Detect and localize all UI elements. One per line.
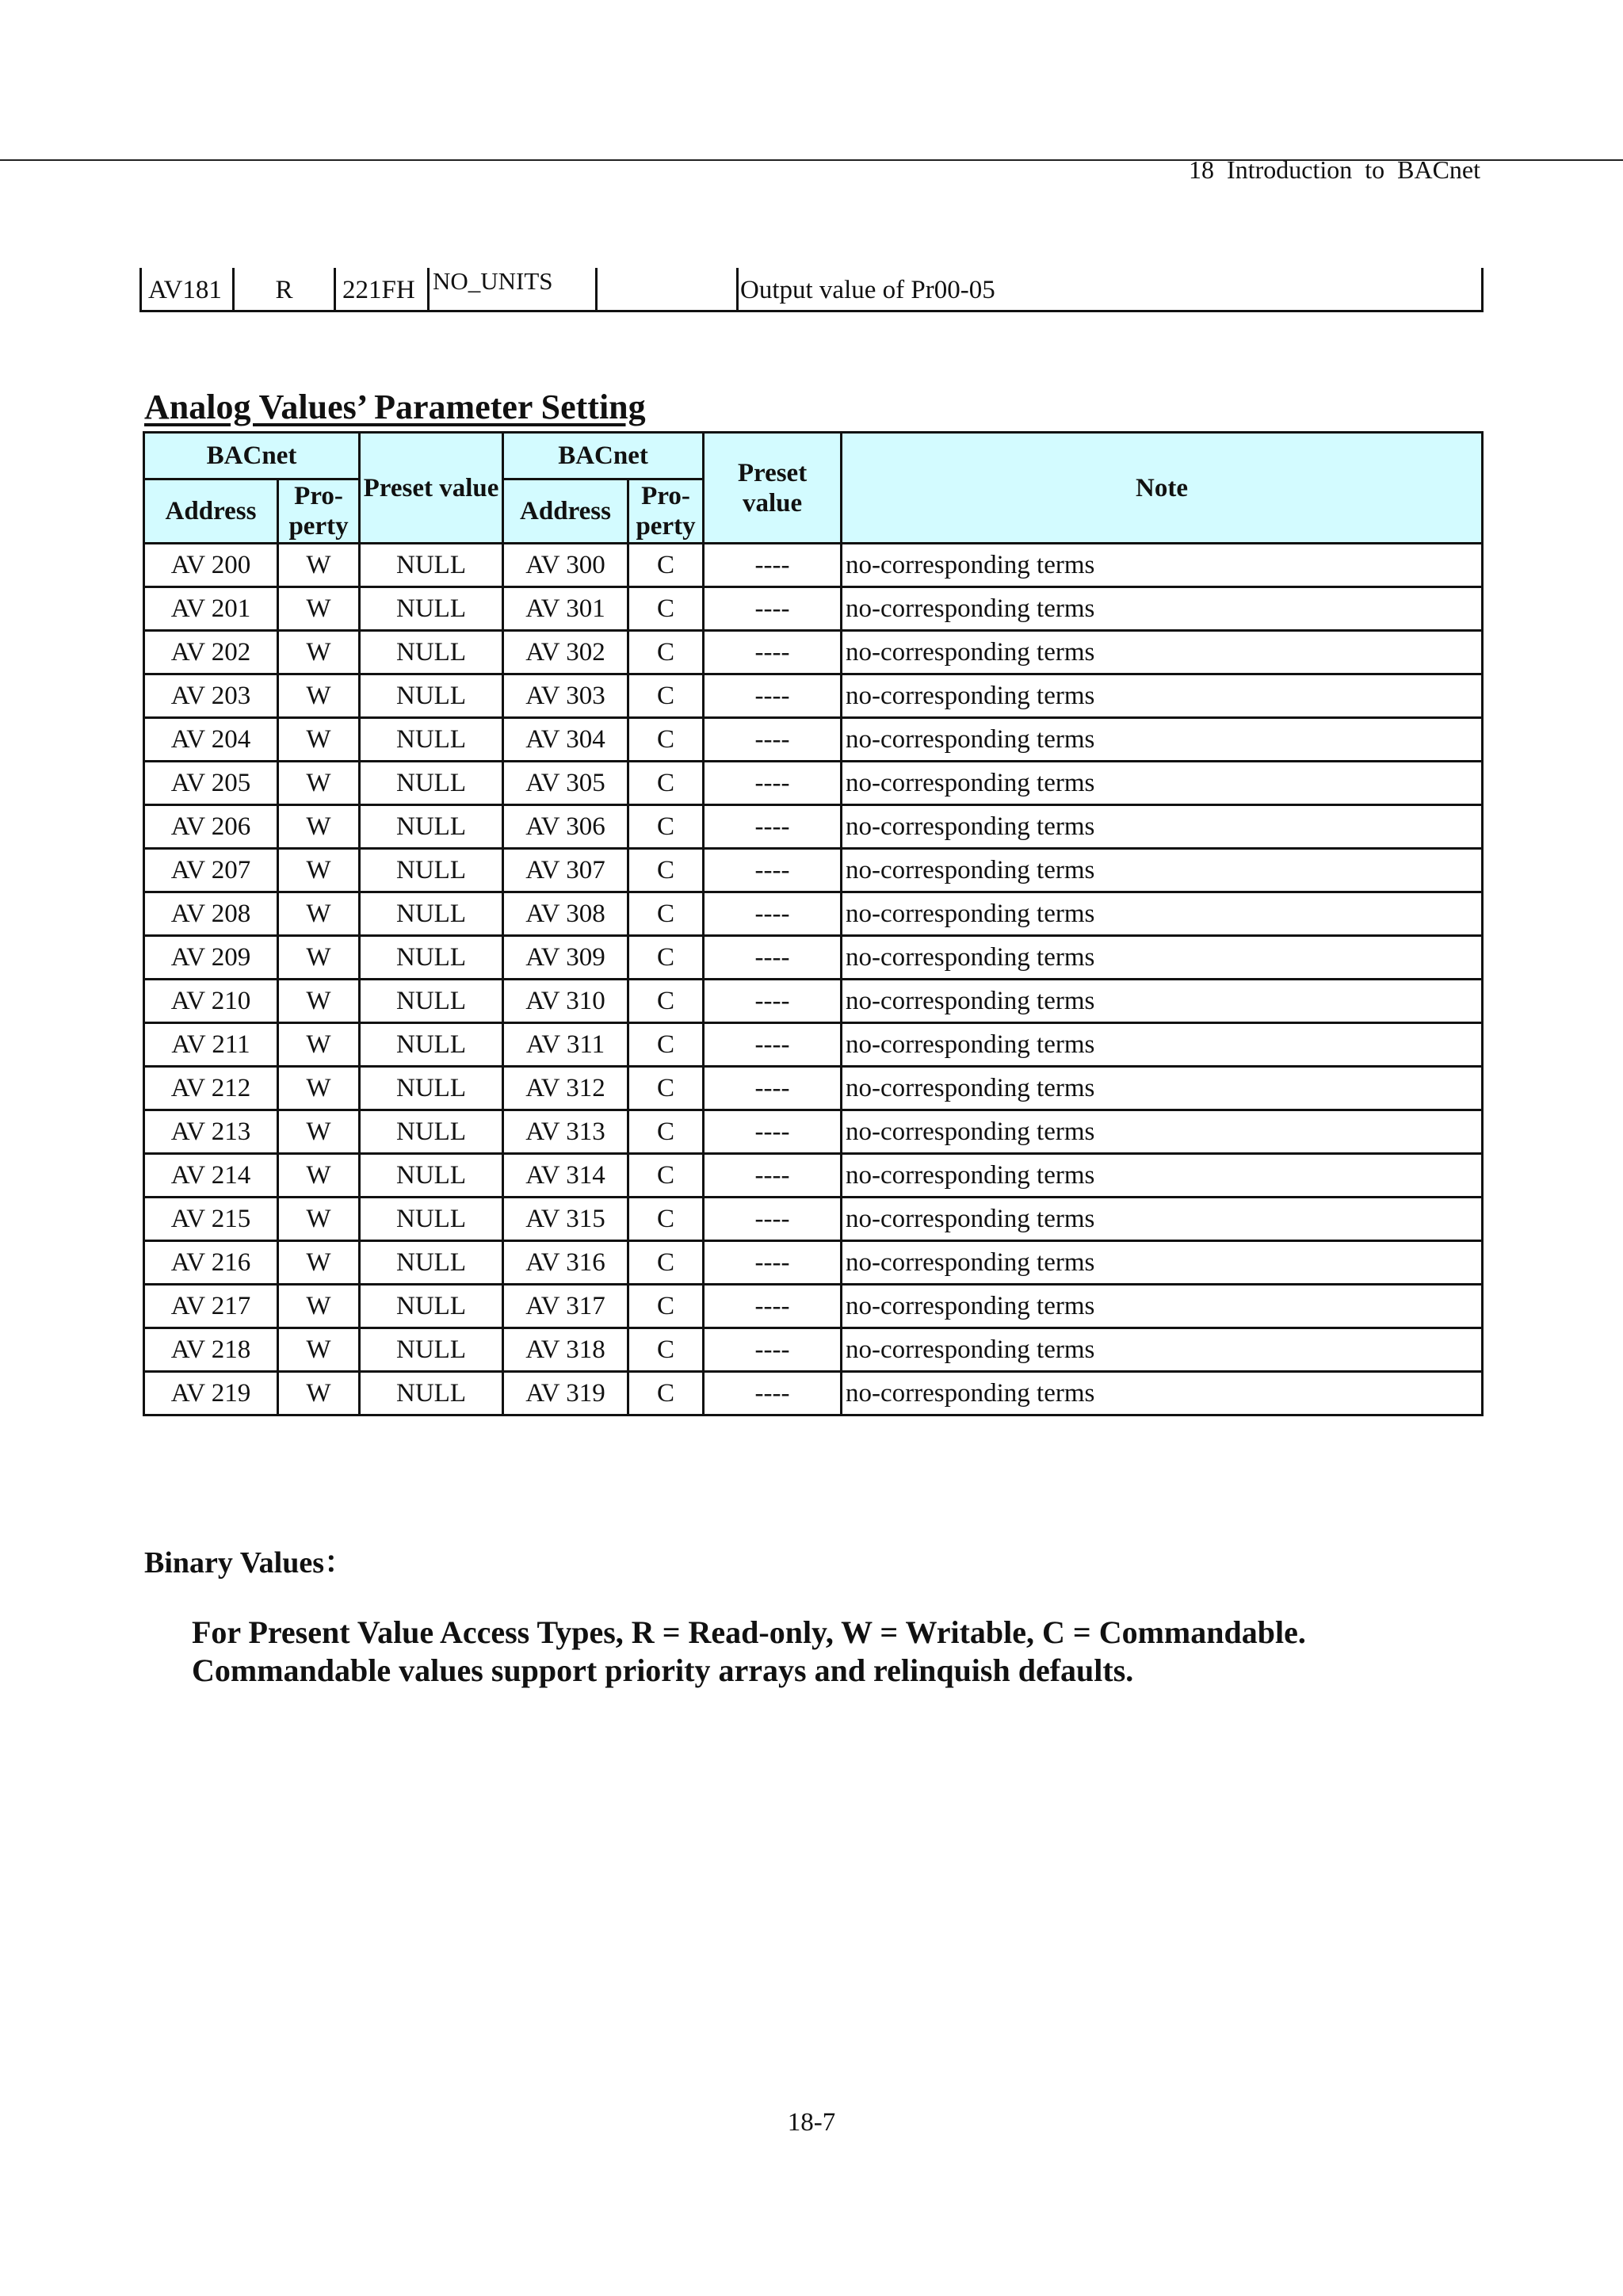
- cell-preset-value-1: NULL: [360, 936, 503, 980]
- cell-property-2: C: [628, 1198, 704, 1241]
- cell-property-2: C: [628, 674, 704, 718]
- table-row: [144, 762, 1483, 805]
- cell-preset-value-1: NULL: [360, 1154, 503, 1198]
- cell-address-1: AV 200: [144, 544, 278, 587]
- cell-note: no-corresponding terms: [842, 1241, 1483, 1285]
- cell-property-2: C: [628, 1023, 704, 1067]
- cell-address-1: AV 210: [144, 980, 278, 1023]
- cell-preset-value-2: ----: [704, 544, 842, 587]
- cell-property-1: W: [278, 1372, 360, 1415]
- cell-property-1: W: [278, 718, 360, 762]
- cell-property-2: C: [628, 631, 704, 674]
- table-row: [144, 849, 1483, 892]
- cell-note: no-corresponding terms: [842, 1154, 1483, 1198]
- table-row: [144, 587, 1483, 631]
- cell-address-2: AV 312: [503, 1067, 628, 1110]
- cell-preset-value-1: NULL: [360, 674, 503, 718]
- table-row: [144, 805, 1483, 849]
- address-header-1: Address: [144, 479, 278, 544]
- table-row: [144, 1110, 1483, 1154]
- cell-property-1: W: [278, 1023, 360, 1067]
- cell-preset-value-1: NULL: [360, 1110, 503, 1154]
- cont-unit: NO_UNITS: [427, 268, 595, 311]
- cell-preset-value-2: ----: [704, 718, 842, 762]
- cell-preset-value-2: ----: [704, 631, 842, 674]
- cell-property-1: W: [278, 936, 360, 980]
- preset-value-header-2: Preset value: [704, 433, 842, 544]
- cell-property-1: W: [278, 544, 360, 587]
- cell-property-1: W: [278, 1241, 360, 1285]
- cell-property-2: C: [628, 762, 704, 805]
- cell-preset-value-1: NULL: [360, 980, 503, 1023]
- cell-address-2: AV 308: [503, 892, 628, 936]
- table-body: [144, 544, 1483, 1415]
- preset-value-header-1: Preset value: [360, 433, 503, 544]
- cell-preset-value-2: ----: [704, 1372, 842, 1415]
- cell-address-1: AV 206: [144, 805, 278, 849]
- cell-address-1: AV 205: [144, 762, 278, 805]
- cell-address-2: AV 313: [503, 1110, 628, 1154]
- cell-address-1: AV 202: [144, 631, 278, 674]
- cell-note: no-corresponding terms: [842, 1285, 1483, 1328]
- cell-address-1: AV 207: [144, 849, 278, 892]
- cont-bottom-border: [139, 310, 1484, 312]
- cell-note: no-corresponding terms: [842, 1198, 1483, 1241]
- cell-note: no-corresponding terms: [842, 1372, 1483, 1415]
- cell-address-1: AV 219: [144, 1372, 278, 1415]
- cell-property-1: W: [278, 762, 360, 805]
- table-row: [144, 1372, 1483, 1415]
- cell-property-1: W: [278, 892, 360, 936]
- cont-blank: [595, 268, 736, 311]
- cell-address-1: AV 217: [144, 1285, 278, 1328]
- cell-address-2: AV 314: [503, 1154, 628, 1198]
- cell-preset-value-1: NULL: [360, 849, 503, 892]
- cell-address-2: AV 306: [503, 805, 628, 849]
- cell-preset-value-1: NULL: [360, 762, 503, 805]
- table-row: [144, 1067, 1483, 1110]
- chapter-header: 18 Introduction to BACnet: [1189, 155, 1480, 184]
- cell-preset-value-1: NULL: [360, 892, 503, 936]
- table-row: [144, 631, 1483, 674]
- cell-preset-value-2: ----: [704, 1023, 842, 1067]
- cell-property-2: C: [628, 849, 704, 892]
- bacnet-header-1: BACnet: [144, 433, 360, 479]
- cont-right-border: [1481, 268, 1484, 312]
- cell-property-1: W: [278, 1110, 360, 1154]
- cell-address-1: AV 208: [144, 892, 278, 936]
- cell-address-1: AV 209: [144, 936, 278, 980]
- cell-address-1: AV 213: [144, 1110, 278, 1154]
- cont-property: R: [232, 268, 334, 311]
- cell-address-2: AV 307: [503, 849, 628, 892]
- table-row: [144, 936, 1483, 980]
- cell-property-2: C: [628, 892, 704, 936]
- cell-preset-value-1: NULL: [360, 1198, 503, 1241]
- description-line-1: For Present Value Access Types, R = Read-only, W = Writable, C = Commandable.: [192, 1614, 1306, 1650]
- table-row: [144, 1198, 1483, 1241]
- cell-preset-value-2: ----: [704, 1154, 842, 1198]
- cell-preset-value-1: NULL: [360, 544, 503, 587]
- description-line-2: Commandable values support priority arrays and relinquish defaults.: [192, 1652, 1134, 1688]
- cell-address-2: AV 315: [503, 1198, 628, 1241]
- cell-property-1: W: [278, 631, 360, 674]
- cell-address-2: AV 304: [503, 718, 628, 762]
- cell-preset-value-2: ----: [704, 892, 842, 936]
- cell-property-2: C: [628, 1241, 704, 1285]
- property-header-2: Pro- perty: [628, 479, 704, 544]
- cell-preset-value-1: NULL: [360, 1285, 503, 1328]
- table-row: [144, 980, 1483, 1023]
- cell-address-1: AV 211: [144, 1023, 278, 1067]
- cell-address-2: AV 317: [503, 1285, 628, 1328]
- cell-note: no-corresponding terms: [842, 544, 1483, 587]
- cell-property-2: C: [628, 936, 704, 980]
- table-row: [144, 718, 1483, 762]
- note-header: Note: [842, 433, 1483, 544]
- cell-note: no-corresponding terms: [842, 1110, 1483, 1154]
- address-header-2: Address: [503, 479, 628, 544]
- cell-preset-value-2: ----: [704, 1241, 842, 1285]
- cell-preset-value-2: ----: [704, 1067, 842, 1110]
- cell-note: no-corresponding terms: [842, 1067, 1483, 1110]
- cell-address-2: AV 309: [503, 936, 628, 980]
- cell-property-1: W: [278, 1198, 360, 1241]
- cell-preset-value-1: NULL: [360, 1372, 503, 1415]
- cell-preset-value-2: ----: [704, 674, 842, 718]
- table-row: [144, 1154, 1483, 1198]
- cell-property-1: W: [278, 980, 360, 1023]
- table-row: [144, 892, 1483, 936]
- analog-values-table: [143, 431, 1484, 1416]
- cell-preset-value-1: NULL: [360, 805, 503, 849]
- cell-preset-value-2: ----: [704, 1328, 842, 1372]
- cell-property-2: C: [628, 1110, 704, 1154]
- cell-address-2: AV 302: [503, 631, 628, 674]
- cell-property-2: C: [628, 587, 704, 631]
- continuation-row: [139, 268, 1484, 312]
- cell-address-2: AV 301: [503, 587, 628, 631]
- cell-preset-value-1: NULL: [360, 718, 503, 762]
- cell-note: no-corresponding terms: [842, 980, 1483, 1023]
- cell-property-1: W: [278, 587, 360, 631]
- cell-note: no-corresponding terms: [842, 718, 1483, 762]
- binary-values-title: Binary Values：: [144, 1546, 355, 1580]
- cell-note: no-corresponding terms: [842, 805, 1483, 849]
- cell-property-2: C: [628, 1067, 704, 1110]
- cell-preset-value-1: NULL: [360, 587, 503, 631]
- cell-preset-value-2: ----: [704, 762, 842, 805]
- cell-preset-value-2: ----: [704, 1285, 842, 1328]
- table-row: [144, 1023, 1483, 1067]
- property-header-1: Pro- perty: [278, 479, 360, 544]
- cell-preset-value-1: NULL: [360, 1067, 503, 1110]
- table-row: [144, 674, 1483, 718]
- cell-note: no-corresponding terms: [842, 849, 1483, 892]
- cell-property-1: W: [278, 1154, 360, 1198]
- cell-property-2: C: [628, 1372, 704, 1415]
- cell-note: no-corresponding terms: [842, 631, 1483, 674]
- cell-property-1: W: [278, 805, 360, 849]
- cell-address-1: AV 204: [144, 718, 278, 762]
- bacnet-header-2: BACnet: [503, 433, 704, 479]
- cell-address-1: AV 216: [144, 1241, 278, 1285]
- binary-values-description: [192, 1614, 1306, 1690]
- cell-note: no-corresponding terms: [842, 587, 1483, 631]
- cell-preset-value-2: ----: [704, 980, 842, 1023]
- cell-address-2: AV 316: [503, 1241, 628, 1285]
- cell-preset-value-2: ----: [704, 1198, 842, 1241]
- cell-address-2: AV 305: [503, 762, 628, 805]
- cell-note: no-corresponding terms: [842, 762, 1483, 805]
- cell-address-2: AV 319: [503, 1372, 628, 1415]
- cell-address-2: AV 311: [503, 1023, 628, 1067]
- cell-property-2: C: [628, 1328, 704, 1372]
- cell-preset-value-2: ----: [704, 805, 842, 849]
- cell-preset-value-1: NULL: [360, 1023, 503, 1067]
- cell-note: no-corresponding terms: [842, 674, 1483, 718]
- cell-note: no-corresponding terms: [842, 936, 1483, 980]
- cont-code: 221FH: [334, 268, 427, 311]
- table-row: [144, 1285, 1483, 1328]
- cell-property-1: W: [278, 1328, 360, 1372]
- cell-property-2: C: [628, 1285, 704, 1328]
- cell-note: no-corresponding terms: [842, 1023, 1483, 1067]
- cell-property-2: C: [628, 544, 704, 587]
- table-row: [144, 1241, 1483, 1285]
- cell-property-2: C: [628, 1154, 704, 1198]
- cell-property-1: W: [278, 1067, 360, 1110]
- cell-address-1: AV 212: [144, 1067, 278, 1110]
- cell-property-1: W: [278, 674, 360, 718]
- section-title: Analog Values’ Parameter Setting: [144, 388, 646, 426]
- cont-note: Output value of Pr00-05: [736, 268, 1484, 311]
- cell-address-1: AV 215: [144, 1198, 278, 1241]
- cell-property-2: C: [628, 980, 704, 1023]
- cont-address: AV181: [139, 268, 232, 311]
- cell-address-2: AV 318: [503, 1328, 628, 1372]
- cell-address-1: AV 214: [144, 1154, 278, 1198]
- cell-preset-value-2: ----: [704, 849, 842, 892]
- cell-note: no-corresponding terms: [842, 1328, 1483, 1372]
- header-row-1: [144, 433, 1483, 479]
- cell-preset-value-1: NULL: [360, 1241, 503, 1285]
- cell-address-1: AV 218: [144, 1328, 278, 1372]
- table-row: [144, 1328, 1483, 1372]
- cell-preset-value-1: NULL: [360, 631, 503, 674]
- cell-address-2: AV 303: [503, 674, 628, 718]
- cell-address-2: AV 300: [503, 544, 628, 587]
- cell-address-1: AV 201: [144, 587, 278, 631]
- cell-property-2: C: [628, 805, 704, 849]
- cell-note: no-corresponding terms: [842, 892, 1483, 936]
- cell-address-2: AV 310: [503, 980, 628, 1023]
- page-number: 18-7: [787, 2108, 836, 2137]
- cell-preset-value-2: ----: [704, 1110, 842, 1154]
- cell-property-2: C: [628, 718, 704, 762]
- cell-preset-value-2: ----: [704, 587, 842, 631]
- cell-preset-value-2: ----: [704, 936, 842, 980]
- cell-property-1: W: [278, 849, 360, 892]
- cell-preset-value-1: NULL: [360, 1328, 503, 1372]
- cell-address-1: AV 203: [144, 674, 278, 718]
- table-row: [144, 544, 1483, 587]
- cell-property-1: W: [278, 1285, 360, 1328]
